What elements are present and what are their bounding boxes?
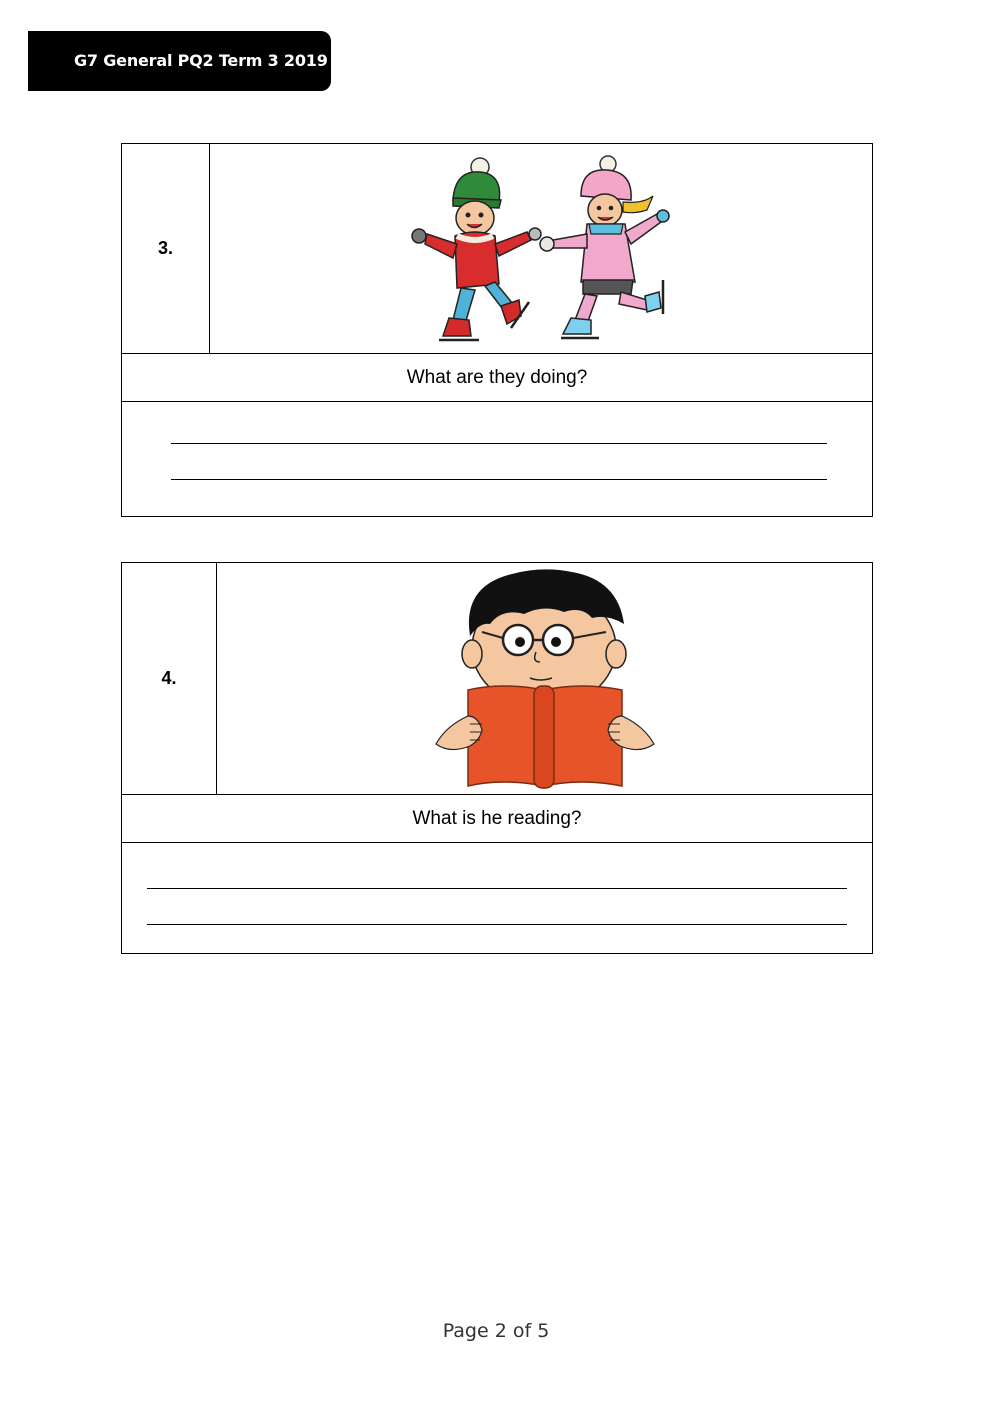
answer-line[interactable]: [147, 924, 847, 925]
question-4-box: [121, 562, 873, 954]
question-3-box: [121, 143, 873, 517]
page-number: Page 2 of 5: [442, 1320, 550, 1342]
answer-line[interactable]: [171, 479, 827, 480]
answer-area[interactable]: [122, 843, 872, 955]
answer-line[interactable]: [147, 888, 847, 889]
question-prompt: What is he reading?: [122, 795, 872, 843]
document-header-badge: [28, 31, 331, 91]
boy-reading-illustration: [432, 566, 662, 791]
question-number: 3.: [122, 144, 210, 353]
answer-area[interactable]: [122, 402, 872, 517]
question-3-image-cell: [210, 144, 872, 353]
question-number: 4.: [122, 563, 217, 794]
child-pink-coat-figure: [540, 156, 669, 338]
document-title: G7 General PQ2 Term 3 2019: [74, 51, 328, 70]
ice-skating-children-illustration: [395, 152, 695, 352]
question-4-image-cell: [217, 563, 872, 794]
question-prompt: What are they doing?: [122, 354, 872, 402]
boy-reading-figure: [436, 569, 654, 788]
child-red-coat-figure: [412, 158, 541, 340]
answer-line[interactable]: [171, 443, 827, 444]
question-3-header-row: [122, 144, 872, 354]
question-4-header-row: [122, 563, 872, 795]
